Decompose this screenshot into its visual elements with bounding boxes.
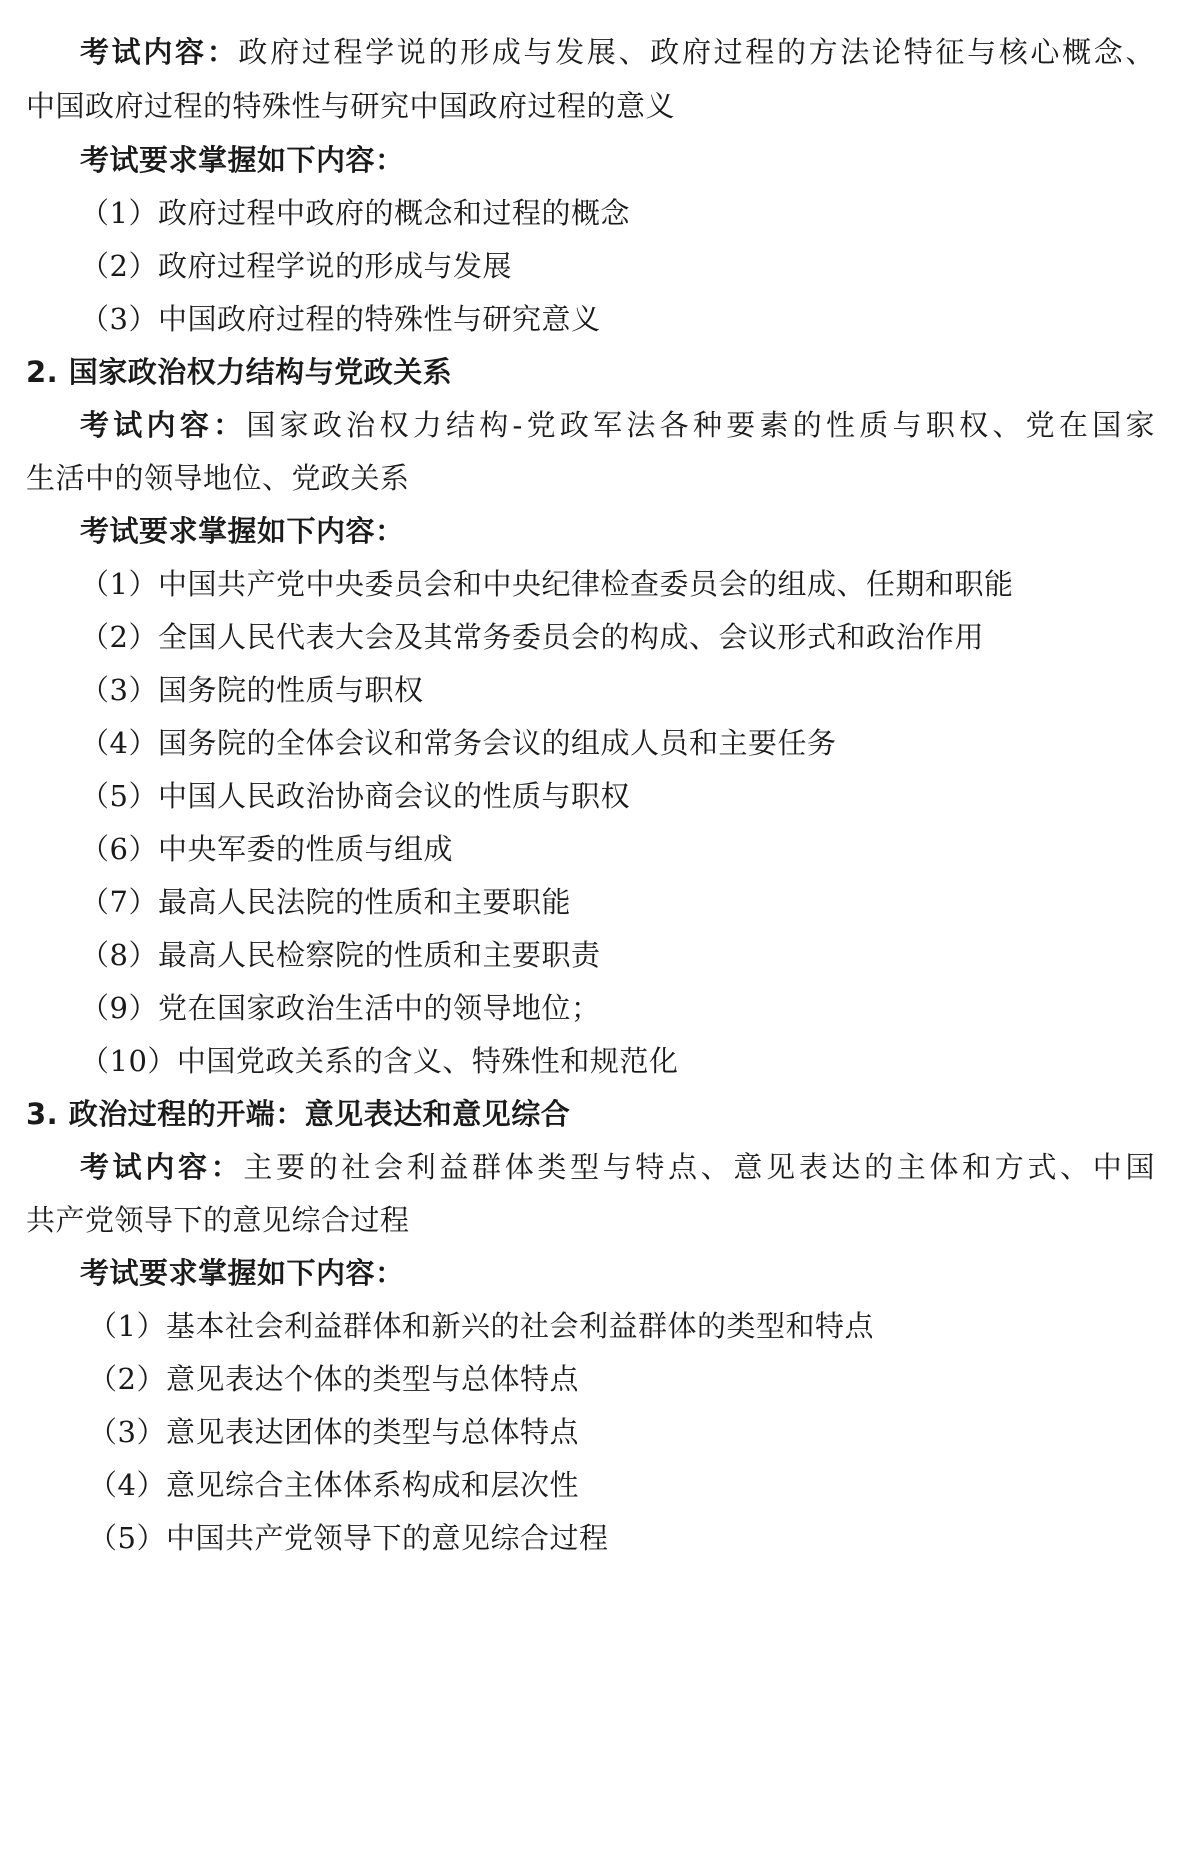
section-1-item-1: （1）政府过程中政府的概念和过程的概念 <box>80 196 630 230</box>
section-1-item-3: （3）中国政府过程的特殊性与研究意义 <box>80 302 601 336</box>
section-2-item-10: （10）中国党政关系的含义、特殊性和规范化 <box>80 1044 679 1078</box>
section-3-item-2: （2）意见表达个体的类型与总体特点 <box>88 1362 579 1396</box>
section-3-content-line-1 <box>80 1147 1155 1187</box>
section-2-item-4: （4）国务院的全体会议和常务会议的组成人员和主要任务 <box>80 726 837 760</box>
section-2-item-7: （7）最高人民法院的性质和主要职能 <box>80 885 571 919</box>
section-2-item-8: （8）最高人民检察院的性质和主要职责 <box>80 938 601 972</box>
section-2-content-line-1 <box>80 405 1155 445</box>
section-1-content-line-2: 中国政府过程的特殊性与研究中国政府过程的意义 <box>26 89 676 123</box>
section-3-item-5: （5）中国共产党领导下的意见综合过程 <box>88 1521 609 1555</box>
section-2-item-5: （5）中国人民政治协商会议的性质与职权 <box>80 779 630 813</box>
section-1-content-text-1: 政府过程学说的形成与发展、政府过程的方法论特征与核心概念、 <box>238 35 1155 69</box>
section-2-item-1: （1）中国共产党中央委员会和中央纪律检查委员会的组成、任期和职能 <box>80 567 1014 601</box>
section-3-content-label: 考试内容： <box>80 1150 244 1184</box>
section-2-item-2: （2）全国人民代表大会及其常务委员会的构成、会议形式和政治作用 <box>80 620 984 654</box>
section-1-content-line-1 <box>80 32 1155 72</box>
section-1-item-2: （2）政府过程学说的形成与发展 <box>80 249 512 283</box>
section-2-content-label: 考试内容： <box>80 408 247 442</box>
section-2-requirement-label: 考试要求掌握如下内容： <box>80 514 405 548</box>
section-2-item-3: （3）国务院的性质与职权 <box>80 673 424 707</box>
section-1-content-label: 考试内容： <box>80 35 239 69</box>
section-2-heading: 2. 国家政治权力结构与党政关系 <box>26 355 453 389</box>
section-3-item-3: （3）意见表达团体的类型与总体特点 <box>88 1415 579 1449</box>
section-2-content-line-2: 生活中的领导地位、党政关系 <box>26 461 410 495</box>
section-2-item-9: （9）党在国家政治生活中的领导地位； <box>80 991 601 1025</box>
section-3-requirement-label: 考试要求掌握如下内容： <box>80 1256 405 1290</box>
section-3-item-4: （4）意见综合主体体系构成和层次性 <box>88 1468 579 1502</box>
section-3-item-1: （1）基本社会利益群体和新兴的社会利益群体的类型和特点 <box>88 1309 874 1343</box>
section-3-content-text-1: 主要的社会利益群体类型与特点、意见表达的主体和方式、中国 <box>243 1150 1155 1184</box>
section-1-requirement-label: 考试要求掌握如下内容： <box>80 143 405 177</box>
section-2-item-6: （6）中央军委的性质与组成 <box>80 832 453 866</box>
section-2-content-text-1: 国家政治权力结构-党政军法各种要素的性质与职权、党在国家 <box>246 408 1155 442</box>
section-3-content-line-2: 共产党领导下的意见综合过程 <box>26 1203 410 1237</box>
section-3-heading: 3. 政治过程的开端：意见表达和意见综合 <box>26 1097 571 1131</box>
